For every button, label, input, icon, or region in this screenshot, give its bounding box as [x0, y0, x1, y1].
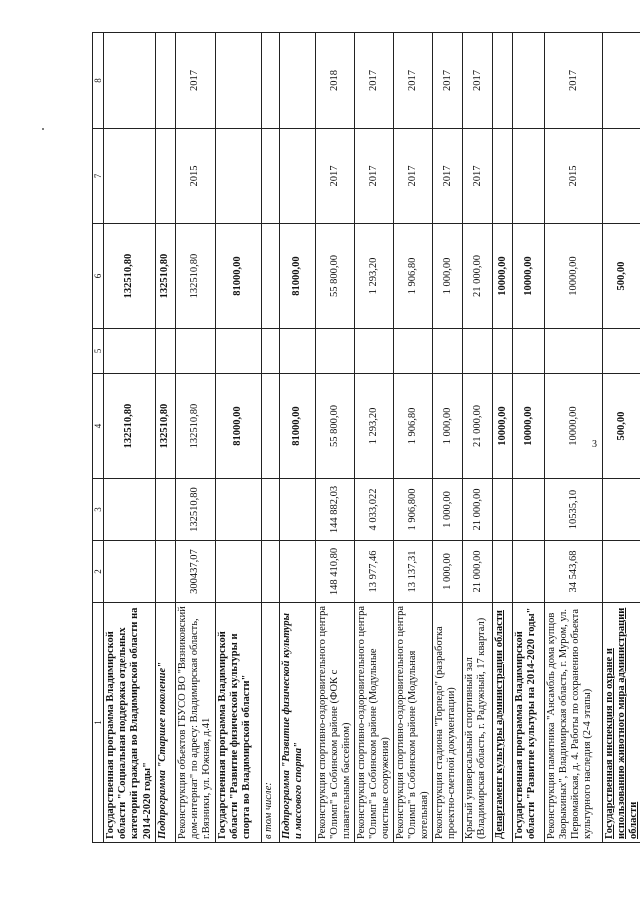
cell-value: 1 000,00 [433, 374, 463, 479]
cell-value [493, 129, 513, 224]
column-number: 1 [93, 603, 104, 843]
document-page [92, 33, 640, 843]
cell-value: 2017 [354, 33, 393, 129]
cell-value: 55 800,00 [315, 374, 354, 479]
table-row [315, 33, 354, 843]
row-title: Государственная инспекция по охране и использованию животного мира администрации области [603, 603, 640, 843]
cell-value: 2017 [463, 129, 493, 224]
cell-value [155, 329, 175, 374]
cell-value [513, 129, 545, 224]
cell-value [603, 329, 640, 374]
cell-value [261, 479, 279, 541]
row-title: Реконструкция спортивно-оздоровительного центра "Олимп" в Собинском районе (Модульная котельная) [393, 603, 432, 843]
cell-value: 132510,80 [155, 374, 175, 479]
cell-value: 2017 [175, 33, 215, 129]
cell-value [261, 224, 279, 329]
cell-value: 1 000,00 [433, 479, 463, 541]
cell-value [463, 329, 493, 374]
row-title: Реконструкция спортивно-оздоровительного центра "Олимп" в Собинском районе (Модульные очистные сооружения) [354, 603, 393, 843]
row-title: Государственная программа Владимирской области "Социальная поддержка отдельных категорий граждан во Владимирской области на 2014-2020 годы" [104, 603, 155, 843]
cell-value [493, 33, 513, 129]
cell-value [155, 541, 175, 603]
cell-value: 21 000,00 [463, 374, 493, 479]
table-row [104, 33, 155, 843]
cell-value: 81000,00 [215, 224, 261, 329]
cell-value: 2017 [393, 33, 432, 129]
cell-value [279, 541, 315, 603]
table-row [463, 33, 493, 843]
cell-value: 10000,00 [493, 374, 513, 479]
cell-value [513, 33, 545, 129]
cell-value: 300437,07 [175, 541, 215, 603]
row-title: Реконструкция памятника "Ансамбль дома купцов Зворыкиных", Владимирская область, г. Муром, ул. Первомайская, д. 4. Работы по сохранению объекта культурного наследия (2-4 этапы) [545, 603, 603, 843]
cell-value: 10000,00 [513, 224, 545, 329]
cell-value [354, 329, 393, 374]
table-row [393, 33, 432, 843]
scan-speck [42, 128, 44, 130]
cell-value: 132510,80 [155, 224, 175, 329]
table-row [513, 33, 545, 843]
table-row [175, 33, 215, 843]
cell-value [175, 329, 215, 374]
cell-value [215, 541, 261, 603]
cell-value: 2018 [315, 33, 354, 129]
budget-table [92, 32, 640, 843]
cell-value: 2017 [463, 33, 493, 129]
row-title: Крытый универсальный спортивный зал (Владимирская область, г. Радужный, 17 квартал) [463, 603, 493, 843]
cell-value: 144 882,03 [315, 479, 354, 541]
cell-value: 132510,80 [175, 374, 215, 479]
cell-value: 1 906,80 [393, 224, 432, 329]
cell-value [513, 479, 545, 541]
cell-value: 1 906,800 [393, 479, 432, 541]
cell-value: 21 000,00 [463, 479, 493, 541]
column-number: 7 [93, 129, 104, 224]
cell-value [433, 329, 463, 374]
cell-value: 132510,80 [104, 374, 155, 479]
cell-value [155, 479, 175, 541]
cell-value [104, 479, 155, 541]
table-row [545, 33, 603, 843]
cell-value: 10000,00 [545, 224, 603, 329]
cell-value [279, 479, 315, 541]
cell-value: 21 000,00 [463, 224, 493, 329]
cell-value [493, 479, 513, 541]
column-number: 8 [93, 33, 104, 129]
cell-value [215, 479, 261, 541]
column-number: 3 [93, 479, 104, 541]
cell-value: 2017 [393, 129, 432, 224]
cell-value: 1 000,00 [433, 541, 463, 603]
cell-value: 1 906,80 [393, 374, 432, 479]
cell-value: 2015 [545, 129, 603, 224]
cell-value [155, 33, 175, 129]
cell-value [603, 129, 640, 224]
row-title: Департамент культуры администрации области [493, 603, 513, 843]
table-row [155, 33, 175, 843]
row-title: Реконструкция стадиона "Торпедо" (разработка проектно-сметной документации) [433, 603, 463, 843]
cell-value: 10000,00 [493, 224, 513, 329]
table-row [603, 33, 640, 843]
column-number: 6 [93, 224, 104, 329]
cell-value [261, 541, 279, 603]
cell-value [279, 329, 315, 374]
cell-value: 1 293,20 [354, 374, 393, 479]
column-number: 5 [93, 329, 104, 374]
cell-value: 500,00 [603, 224, 640, 329]
cell-value: 2015 [175, 129, 215, 224]
cell-value: 13 977,46 [354, 541, 393, 603]
table-row [493, 33, 513, 843]
cell-value [104, 329, 155, 374]
cell-value: 1 293,20 [354, 224, 393, 329]
row-title: Реконструкция спортивно-оздоровительного центра "Олимп" в Собинском районе (ФОК с плавательным бассейном) [315, 603, 354, 843]
row-title: в том числе: [261, 603, 279, 843]
cell-value: 81000,00 [279, 374, 315, 479]
cell-value [545, 329, 603, 374]
cell-value: 13 137,31 [393, 541, 432, 603]
table-row [433, 33, 463, 843]
cell-value [261, 374, 279, 479]
cell-value [603, 479, 640, 541]
cell-value [279, 129, 315, 224]
cell-value: 2017 [315, 129, 354, 224]
cell-value [493, 329, 513, 374]
cell-value: 500,00 [603, 374, 640, 479]
cell-value: 2017 [354, 129, 393, 224]
page-number: 3 [592, 439, 597, 450]
cell-value: 81000,00 [279, 224, 315, 329]
cell-value [155, 129, 175, 224]
cell-value: 1 000,00 [433, 224, 463, 329]
table-row [279, 33, 315, 843]
cell-value: 132510,80 [104, 224, 155, 329]
row-title: Подпрограмма "Старшее поколение" [155, 603, 175, 843]
cell-value [513, 329, 545, 374]
table-row [261, 33, 279, 843]
cell-value [215, 329, 261, 374]
cell-value [603, 541, 640, 603]
cell-value [104, 541, 155, 603]
cell-value: 10000,00 [545, 374, 603, 479]
cell-value [279, 33, 315, 129]
cell-value [493, 541, 513, 603]
table-row [354, 33, 393, 843]
cell-value [261, 129, 279, 224]
cell-value [315, 329, 354, 374]
cell-value: 2017 [545, 33, 603, 129]
cell-value [104, 33, 155, 129]
column-number: 2 [93, 541, 104, 603]
cell-value: 55 800,00 [315, 224, 354, 329]
cell-value [393, 329, 432, 374]
cell-value: 132510,80 [175, 224, 215, 329]
cell-value: 81000,00 [215, 374, 261, 479]
row-title: Государственная программа Владимирской области "Развитие культуры на 2014-2020 годы" [513, 603, 545, 843]
cell-value: 2017 [433, 129, 463, 224]
table-row [215, 33, 261, 843]
column-number: 4 [93, 374, 104, 479]
cell-value [215, 129, 261, 224]
cell-value: 132510,80 [175, 479, 215, 541]
cell-value [261, 33, 279, 129]
cell-value [513, 541, 545, 603]
cell-value [603, 33, 640, 129]
cell-value [261, 329, 279, 374]
cell-value: 148 410,80 [315, 541, 354, 603]
cell-value: 34 543,68 [545, 541, 603, 603]
cell-value: 2017 [433, 33, 463, 129]
cell-value: 10000,00 [513, 374, 545, 479]
cell-value [215, 33, 261, 129]
row-title: Реконструкция объектов ГБУСО ВО "Вязниковский дом-интернат" по адресу: Владимирская область, г.Вязники, ул. Южная, д.41 [175, 603, 215, 843]
cell-value [104, 129, 155, 224]
cell-value: 4 033,022 [354, 479, 393, 541]
cell-value: 21 000,00 [463, 541, 493, 603]
row-title: Государственная программа Владимирской области "Развитие физической культуры и спорта во Владимирской области" [215, 603, 261, 843]
cell-value: 10535,10 [545, 479, 603, 541]
row-title: Подпрограмма "Развитие физической культуры и массового спорта" [279, 603, 315, 843]
column-number-row [93, 33, 104, 843]
